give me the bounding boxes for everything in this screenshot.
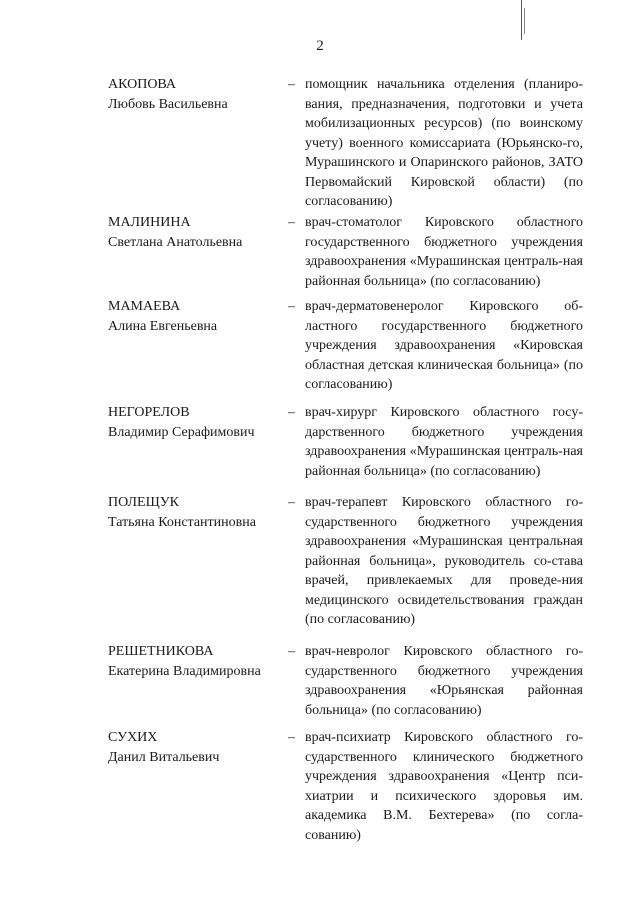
position-description: врач-хирург Кировского областного госу-дарственного бюджетного учреждения здравоохранения «Мурашинская централь-ная районная больница» (по согласованию) xyxy=(305,405,583,479)
surname: МАМАЕВА xyxy=(108,299,181,314)
surname: НЕГОРЕЛОВ xyxy=(108,405,190,420)
person-name xyxy=(108,297,288,336)
position-description: врач-психиатр Кировского областного го-сударственного клинического бюджетного учреждения здравоохранения «Центр пси-хиатрии и психического здоровья им. академика В.М. Бехтерева» (по согла-сованию) xyxy=(305,730,583,843)
surname: СУХИХ xyxy=(108,730,158,745)
dash: – xyxy=(288,730,295,745)
position-description: врач-невролог Кировского областного го-сударственного бюджетного учреждения здравоохранения «Юрьянская районная больница» (по согласованию) xyxy=(305,644,583,718)
margin-mark xyxy=(521,0,522,40)
position-description: помощник начальника отделения (планиро-вания, предназначения, подготовки и учета мобилизационных ресурсов) (по воинскому учету) военного комиссариата (Юрьянско-го, Мурашинского и Опаринского районов, ЗАТО Первомайский Кировской области) (по согласованию) xyxy=(305,77,583,209)
person-name xyxy=(108,642,288,681)
dash: – xyxy=(288,644,295,659)
person-name xyxy=(108,728,288,767)
surname: ПОЛЕЩУК xyxy=(108,495,179,510)
position-description: врач-дерматовенеролог Кировского об-ластного государственного бюджетного учреждения здравоохранения «Кировская областная детская клиническая больница» (по согласованию) xyxy=(305,299,583,392)
dash: – xyxy=(288,405,295,420)
page-number: 2 xyxy=(316,38,324,54)
given-name: Данил Витальевич xyxy=(108,749,220,765)
dash: – xyxy=(288,77,295,92)
person-name xyxy=(108,403,288,442)
person-name xyxy=(108,213,288,252)
given-name: Алина Евгеньевна xyxy=(108,318,218,334)
given-name: Светлана Анатольевна xyxy=(108,234,243,250)
person-name xyxy=(108,75,288,114)
dash: – xyxy=(288,299,295,314)
given-name: Владимир Серафимович xyxy=(108,424,255,440)
position-description: врач-стоматолог Кировского областного государственного бюджетного учреждения здравоохранения «Мурашинская централь-ная районная больница» (по согласованию) xyxy=(305,215,583,289)
dash: – xyxy=(288,495,295,510)
given-name: Татьяна Константиновна xyxy=(108,514,256,530)
dash: – xyxy=(288,215,295,230)
person-name xyxy=(108,493,288,532)
surname: РЕШЕТНИКОВА xyxy=(108,644,214,659)
given-name: Екатерина Владимировна xyxy=(108,663,261,679)
position-description: врач-терапевт Кировского областного го-сударственного бюджетного учреждения здравоохранения «Мурашинская центральная районная больница», руководитель со-става врачей, привлекаемых для проведе-ния медицинского освидетельствования граждан (по согласованию) xyxy=(305,495,583,627)
margin-mark xyxy=(524,8,525,34)
surname: АКОПОВА xyxy=(108,77,176,92)
surname: МАЛИНИНА xyxy=(108,215,191,230)
given-name: Любовь Васильевна xyxy=(108,96,228,112)
